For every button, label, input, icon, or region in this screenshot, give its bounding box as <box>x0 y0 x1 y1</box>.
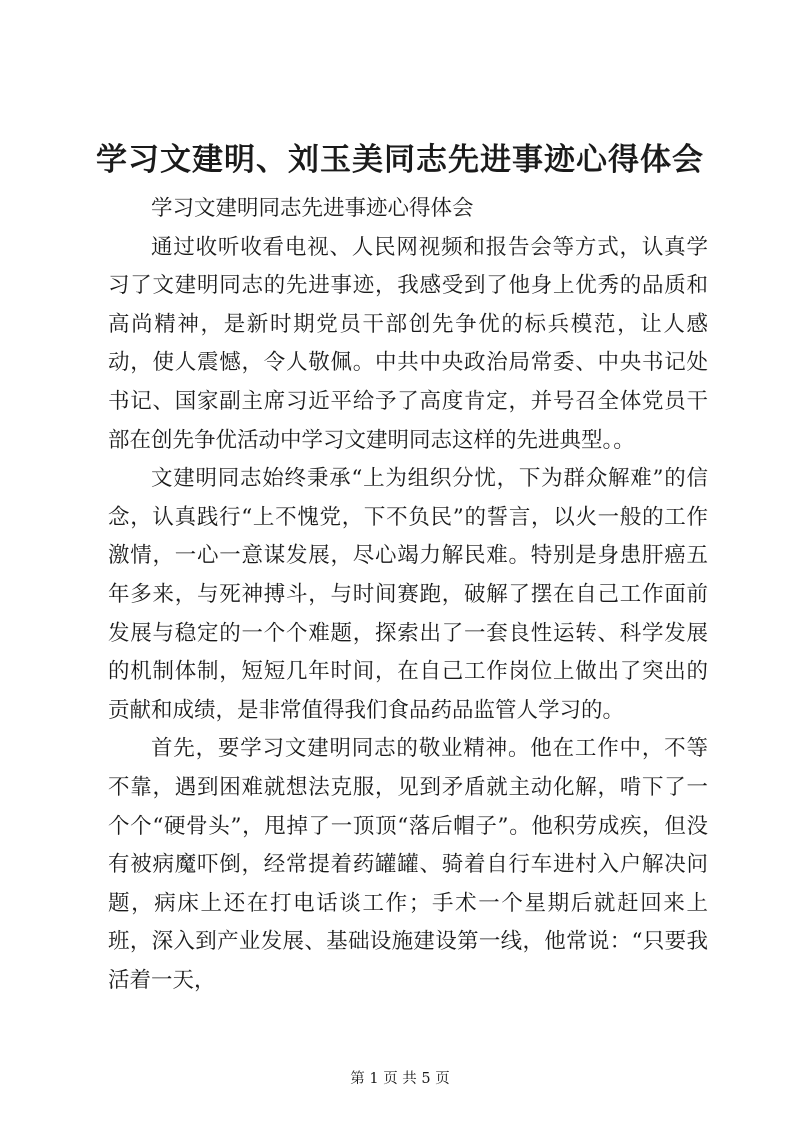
paragraph-subtitle: 学习文建明同志先进事迹心得体会 <box>151 196 474 221</box>
paragraph: 首先，要学习文建明同志的敬业精神。他在工作中，不等不靠，遇到困难就想法克服，见到矛盾就主动化解，啃下了一个个“硬骨头”，甩掉了一顶顶“落后帽子”。他积劳成疾，但没有被病魔吓倒，经常提着药罐罐、骑着自行车进村入户解决问题，病床上还在打电话谈工作；手术一个星期后就赶回来上班，深入到产业发展、基础设施建设第一线，他常说：“只要我活着一天， <box>108 736 708 993</box>
paragraph: 通过收听收看电视、人民网视频和报告会等方式，认真学习了文建明同志的先进事迹，我感受到了他身上优秀的品质和高尚精神，是新时期党员干部创先争优的标兵模范，让人感动，使人震憾，令人敬佩。中共中央政治局常委、中央书记处书记、国家副主席习近平给予了高度肯定，并号召全体党员干部在创先争优活动中学习文建明同志这样的先进典型。。 <box>108 234 708 453</box>
document-body <box>108 190 708 1000</box>
page-footer: 第 1 页 共 5 页 <box>350 1071 450 1087</box>
document-title: 学习文建明、刘玉美同志先进事迹心得体会 <box>96 142 704 178</box>
paragraph: 文建明同志始终秉承“上为组织分忧，下为群众解难”的信念，认真践行“上不愧党，下不负民”的誓言，以火一般的工作激情，一心一意谋发展，尽心竭力解民难。特别是身患肝癌五年多来，与死神搏斗，与时间赛跑，破解了摆在自己工作面前发展与稳定的一个个难题，探索出了一套良性运转、科学发展的机制体制，短短几年时间，在自己工作岗位上做出了突出的贡献和成绩，是非常值得我们食品药品监管人学习的。 <box>108 466 708 723</box>
